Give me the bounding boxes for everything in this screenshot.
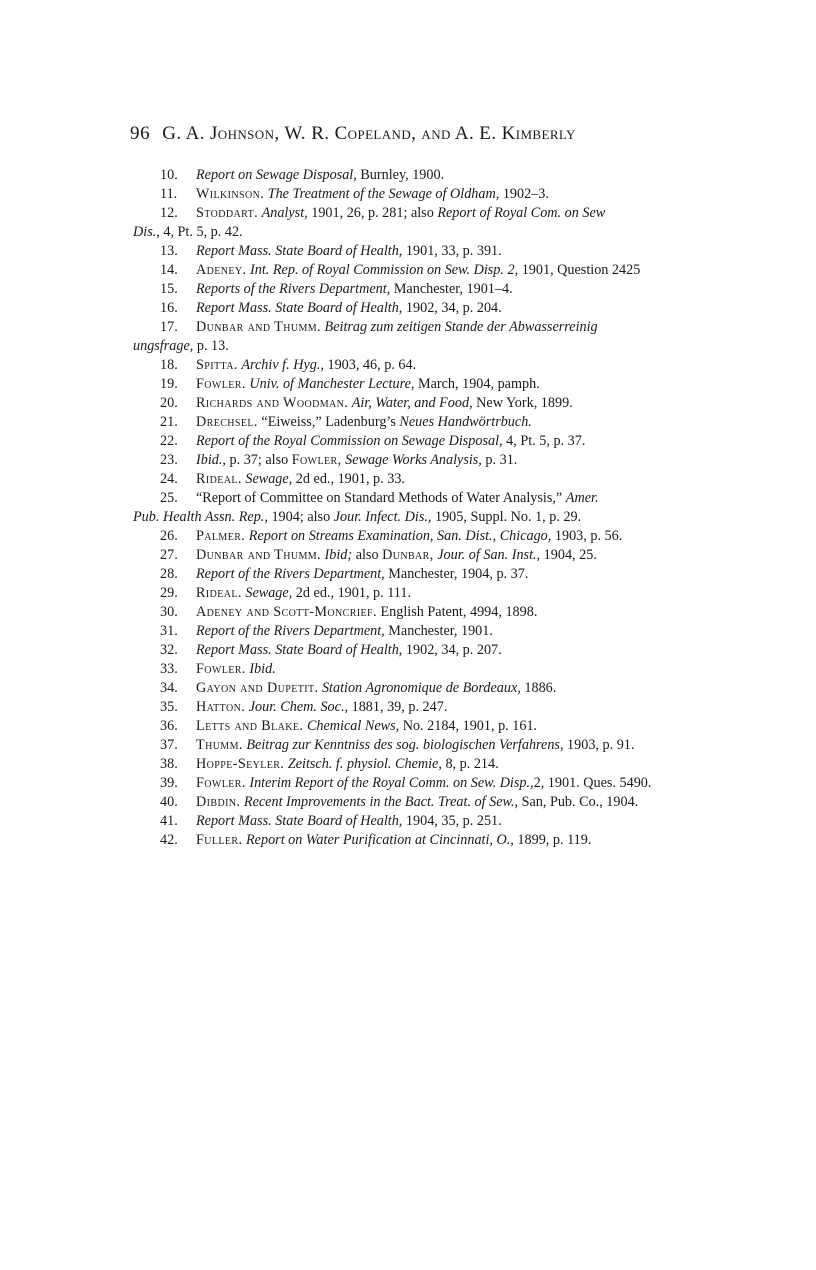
reference-continuation [0, 223, 816, 242]
reference-text: Adeney. [196, 262, 247, 278]
reference-body [196, 470, 405, 489]
reference-text: Report of the Rivers Department, [196, 623, 385, 639]
reference-body [196, 755, 499, 774]
header-authors: G. A. Johnson, W. R. Copeland, and A. E. Kimberly [162, 123, 576, 144]
reference-number: 13. [160, 243, 178, 259]
reference-number: 32. [160, 642, 178, 658]
reference-text: 1881, 39, p. 247. [348, 699, 448, 715]
reference-number: 21. [160, 414, 178, 430]
reference-text: Report of the Royal Commission on Sewage Disposal, [196, 433, 503, 449]
reference-body [196, 527, 622, 546]
reference-text: Jour. Infect. Dis., [333, 509, 432, 525]
reference-body [196, 242, 502, 261]
reference-number: 33. [160, 661, 178, 677]
reference-text: 1901, 33, p. 391. [402, 243, 502, 259]
reference-number: 37. [160, 737, 178, 753]
reference-number: 15. [160, 281, 178, 297]
reference-text: 1903, p. 56. [551, 528, 623, 544]
running-header [130, 123, 690, 145]
reference-item [0, 679, 816, 698]
reference-item [0, 641, 816, 660]
reference-text: Fowler. [196, 775, 246, 791]
reference-text: Sewage, [245, 471, 293, 487]
reference-text: Sewage, [245, 585, 293, 601]
reference-text: 8, p. 214. [441, 756, 499, 772]
reference-number: 25. [160, 490, 178, 506]
reference-text: March, 1904, pamph. [414, 376, 540, 392]
reference-item [0, 242, 816, 261]
reference-continuation [0, 337, 816, 356]
reference-number: 23. [160, 452, 178, 468]
reference-text: 1903, 46, p. 64. [323, 357, 417, 373]
reference-text: Ibid., [196, 452, 226, 468]
reference-number: 40. [160, 794, 178, 810]
reference-text: Report on Water Purification at Cincinnati, O., [246, 832, 514, 848]
reference-text: Air, Water, and Food, [351, 395, 473, 411]
reference-number: 34. [160, 680, 178, 696]
reference-text: San, Pub. Co., 1904. [518, 794, 639, 810]
reference-body [196, 565, 528, 584]
reference-text: Wilkinson. [196, 186, 265, 202]
reference-number: 42. [160, 832, 178, 848]
reference-item [0, 451, 816, 470]
reference-text: “Eiweiss,” Ladenburg’s [257, 414, 400, 430]
reference-text: Reports of the Rivers Department, [196, 281, 391, 297]
reference-text: Thumm. [196, 737, 243, 753]
reference-body [196, 261, 640, 280]
reference-text: 2, 1901. Ques. 5490. [533, 775, 652, 791]
reference-text: Rideal. [196, 471, 242, 487]
reference-body [196, 394, 573, 413]
reference-body [196, 641, 502, 660]
reference-body [196, 603, 537, 622]
reference-text: Hoppe-Seyler. [196, 756, 285, 772]
reference-text: Fuller. [196, 832, 243, 848]
reference-text: 4, Pt. 5, p. 37. [502, 433, 586, 449]
reference-number: 24. [160, 471, 178, 487]
reference-text: 1902, 34, p. 207. [402, 642, 502, 658]
reference-body [196, 812, 502, 831]
reference-text: Neues Handwörtrbuch. [399, 414, 532, 430]
reference-number: 17. [160, 319, 178, 335]
reference-number: 28. [160, 566, 178, 582]
reference-body [196, 774, 651, 793]
reference-item [0, 812, 816, 831]
reference-item [0, 736, 816, 755]
reference-body [196, 546, 597, 565]
reference-body [196, 280, 513, 299]
reference-number: 35. [160, 699, 178, 715]
reference-text: also [352, 547, 383, 563]
reference-text: Ibid. [249, 661, 276, 677]
reference-number: 12. [160, 205, 178, 221]
reference-body [196, 660, 276, 679]
reference-text: Report Mass. State Board of Health, [196, 300, 403, 316]
reference-body [196, 318, 598, 337]
reference-item [0, 394, 816, 413]
reference-number: 27. [160, 547, 178, 563]
reference-item [0, 204, 816, 223]
reference-item [0, 413, 816, 432]
reference-text: 1899, p. 119. [513, 832, 592, 848]
reference-text: Jour. of San. Inst., [437, 547, 541, 563]
reference-text: Letts and Blake. [196, 718, 304, 734]
reference-item [0, 793, 816, 812]
reference-text: Ibid; [324, 547, 353, 563]
reference-text: Dibdin. [196, 794, 241, 810]
reference-text: Dunbar, [382, 547, 434, 563]
reference-item [0, 660, 816, 679]
reference-body [196, 698, 447, 717]
reference-number: 16. [160, 300, 178, 316]
reference-text: Beitrag zum zeitigen Stande der Abwasserreinig [324, 319, 598, 335]
reference-body [196, 736, 634, 755]
reference-item [0, 755, 816, 774]
reference-item [0, 527, 816, 546]
reference-text: Report on Streams Examination, San. Dist., Chicago, [248, 528, 552, 544]
reference-text: 2d ed., 1901, p. 111. [292, 585, 411, 601]
reference-item [0, 831, 816, 850]
reference-text: 1905, Suppl. No. 1, p. 29. [431, 509, 582, 525]
page-number: 96 [130, 123, 151, 144]
reference-text: 2d ed., 1901, p. 33. [292, 471, 405, 487]
reference-item [0, 489, 816, 508]
reference-item [0, 375, 816, 394]
reference-text: 1886. [520, 680, 557, 696]
reference-text: ungsfrage, [133, 338, 194, 354]
reference-body [196, 451, 517, 470]
reference-number: 19. [160, 376, 178, 392]
reference-body [196, 584, 411, 603]
reference-body [196, 622, 493, 641]
reference-text: Adeney and Scott-Moncrief. [196, 604, 377, 620]
reference-body [196, 413, 532, 432]
reference-text: No. 2184, 1901, p. 161. [399, 718, 538, 734]
reference-text: Hatton. [196, 699, 246, 715]
reference-text: Report of the Rivers Department, [196, 566, 385, 582]
reference-text: Stoddart. [196, 205, 259, 221]
reference-text: Report on Sewage Disposal, [196, 167, 357, 183]
reference-body [196, 299, 502, 318]
reference-text: 1902, 34, p. 204. [402, 300, 502, 316]
reference-body [196, 356, 416, 375]
reference-item [0, 698, 816, 717]
reference-body [196, 432, 585, 451]
reference-text: Palmer. [196, 528, 246, 544]
reference-text: Univ. of Manchester Lecture, [249, 376, 415, 392]
reference-body [196, 166, 444, 185]
reference-text: 1904, 25. [540, 547, 597, 563]
reference-body [196, 679, 556, 698]
reference-text: 4, Pt. 5, p. 42. [159, 224, 243, 240]
reference-number: 14. [160, 262, 178, 278]
reference-item [0, 584, 816, 603]
reference-item [0, 318, 816, 337]
reference-text: Dis., [133, 224, 160, 240]
reference-text: Analyst, [261, 205, 308, 221]
reference-text: Jour. Chem. Soc., [248, 699, 349, 715]
reference-number: 36. [160, 718, 178, 734]
reference-item [0, 622, 816, 641]
reference-body [196, 793, 638, 812]
reference-text: Beitrag zur Kenntniss des sog. biologischen Verfahrens, [246, 737, 564, 753]
reference-text: Sewage Works Analysis, [345, 452, 482, 468]
reference-number: 39. [160, 775, 178, 791]
reference-text: New York, 1899. [472, 395, 573, 411]
reference-number: 11. [160, 186, 178, 202]
reference-text: 1903, p. 91. [563, 737, 635, 753]
reference-item [0, 546, 816, 565]
reference-number: 10. [160, 167, 178, 183]
reference-body [196, 489, 599, 508]
reference-text: Gayon and Dupetit. [196, 680, 319, 696]
reference-text: Report Mass. State Board of Health, [196, 243, 403, 259]
reference-item [0, 603, 816, 622]
reference-number: 41. [160, 813, 178, 829]
reference-body [196, 375, 540, 394]
reference-text: Interim Report of the Royal Comm. on Sew. Disp., [249, 775, 534, 791]
reference-number: 20. [160, 395, 178, 411]
reference-item [0, 565, 816, 584]
reference-text: Fowler. [196, 376, 246, 392]
reference-text: Int. Rep. of Royal Commission on Sew. Disp. 2, [250, 262, 519, 278]
reference-number: 26. [160, 528, 178, 544]
reference-text: Amer. [565, 490, 599, 506]
reference-item [0, 470, 816, 489]
reference-body [196, 185, 549, 204]
reference-text: “Report of Committee on Standard Methods of Water Analysis,” [196, 490, 566, 506]
reference-text: Richards and Woodman. [196, 395, 349, 411]
reference-number: 30. [160, 604, 178, 620]
reference-item [0, 166, 816, 185]
reference-text: Dunbar and Thumm. [196, 319, 321, 335]
reference-text: Station Agronomique de Bordeaux, [321, 680, 521, 696]
reference-text: Archiv f. Hyg., [241, 357, 324, 373]
reference-item [0, 280, 816, 299]
reference-text: Rideal. [196, 585, 242, 601]
reference-text: Pub. Health Assn. Rep., [133, 509, 268, 525]
reference-body [196, 717, 537, 736]
reference-text: p. 37; also [225, 452, 292, 468]
reference-text: p. 31. [481, 452, 518, 468]
reference-number: 18. [160, 357, 178, 373]
reference-item [0, 261, 816, 280]
reference-text: The Treatment of the Sewage of Oldham, [267, 186, 500, 202]
reference-text: Spitta. [196, 357, 238, 373]
reference-item [0, 185, 816, 204]
reference-text: 1904, 35, p. 251. [402, 813, 502, 829]
reference-number: 29. [160, 585, 178, 601]
reference-item [0, 432, 816, 451]
reference-text: Report Mass. State Board of Health, [196, 813, 403, 829]
reference-body [133, 337, 229, 356]
reference-body [196, 204, 605, 223]
reference-text: Manchester, 1901. [384, 623, 493, 639]
reference-continuation [0, 508, 816, 527]
reference-text: 1904; also [267, 509, 334, 525]
reference-number: 38. [160, 756, 178, 772]
reference-item [0, 774, 816, 793]
reference-item [0, 299, 816, 318]
reference-text: Fowler, [291, 452, 342, 468]
reference-body [133, 508, 581, 527]
reference-text: Report of Royal Com. on Sew [437, 205, 606, 221]
reference-text: Chemical News, [306, 718, 400, 734]
reference-text: Burnley, 1900. [356, 167, 445, 183]
reference-text: 1902–3. [499, 186, 549, 202]
reference-body [133, 223, 243, 242]
reference-text: 1901, 26, p. 281; also [307, 205, 438, 221]
reference-text: Zeitsch. f. physiol. Chemie, [287, 756, 442, 772]
reference-text: p. 13. [193, 338, 229, 354]
reference-list [0, 166, 816, 850]
reference-text: Fowler. [196, 661, 246, 677]
reference-number: 22. [160, 433, 178, 449]
reference-text: 1901, Question 2425 [518, 262, 641, 278]
reference-number: 31. [160, 623, 178, 639]
reference-text: Drechsel. [196, 414, 258, 430]
reference-text: Report Mass. State Board of Health, [196, 642, 403, 658]
reference-text: Dunbar and Thumm. [196, 547, 321, 563]
reference-text: Recent Improvements in the Bact. Treat. of Sew., [243, 794, 519, 810]
reference-item [0, 717, 816, 736]
reference-text: English Patent, 4994, 1898. [376, 604, 538, 620]
reference-item [0, 356, 816, 375]
reference-text: Manchester, 1901–4. [390, 281, 513, 297]
reference-body [196, 831, 591, 850]
reference-text: Manchester, 1904, p. 37. [384, 566, 529, 582]
